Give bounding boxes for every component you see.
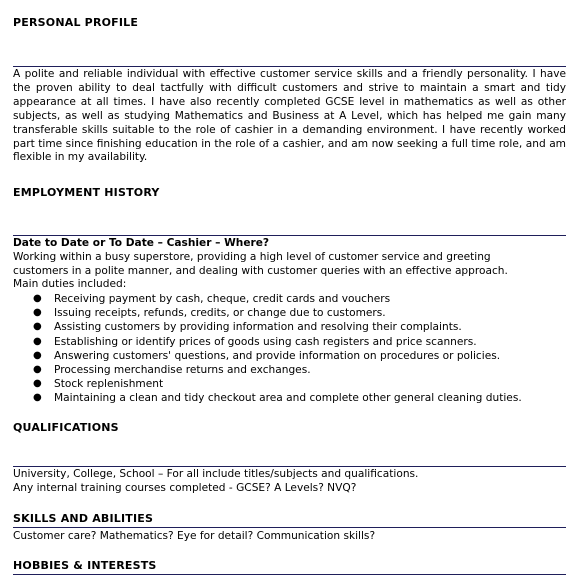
bullet-icon: ●: [33, 293, 42, 304]
list-item: ● Receiving payment by cash, cheque, credit cards and vouchers: [33, 293, 391, 305]
bullet-icon: ●: [33, 349, 42, 361]
bullet-icon: ●: [33, 335, 42, 347]
bullet-icon: ●: [33, 321, 42, 333]
employment-divider: [13, 235, 566, 236]
qualifications-heading: QUALIFICATIONS: [13, 421, 119, 434]
bullet-icon: ●: [33, 307, 42, 319]
list-item: ● Establishing or identify prices of goods using cash registers and price scanners.: [33, 335, 477, 348]
bullet-icon: ●: [33, 392, 42, 404]
list-item: ● Maintaining a clean and tidy checkout area and complete other general cleaning duties.: [33, 392, 522, 405]
skills-heading: SKILLS AND ABILITIES: [13, 512, 154, 525]
profile-text: A polite and reliable individual with effective customer service skills and a friendly personality. I have the proven ability to deal tactfully with difficult customers and strive to maintain a smart and tidy appearance at all times. I have also recently completed GCSE level in mathematics as well as other subjects, as well as studying Mathematics and Business at A Level, which has helped me gain many transferable skills suitable to the role of cashier in a demanding environment. I have recently worked part time since finishing education in the role of a cashier, and am now seeking a full time role, and am flexible in my availability.: [13, 68, 566, 164]
bullet-icon: ●: [33, 378, 42, 390]
skills-divider: [13, 527, 566, 528]
list-item: ● Answering customers' questions, and provide information on procedures or policies.: [33, 349, 501, 362]
personal-profile-heading: PERSONAL PROFILE: [13, 16, 139, 29]
qualifications-divider: [13, 466, 566, 467]
list-item: ● Processing merchandise returns and exchanges.: [33, 364, 311, 377]
job-description-line-2: customers in a polite manner, and dealing with customer queries with an effective approach.: [13, 265, 508, 277]
qualifications-line-1: University, College, School – For all include titles/subjects and qualifications.: [13, 468, 419, 480]
hobbies-heading: HOBBIES & INTERESTS: [13, 559, 157, 572]
employment-history-heading: EMPLOYMENT HISTORY: [13, 186, 160, 199]
list-item: ● Assisting customers by providing information and resolving their complaints.: [33, 321, 462, 334]
hobbies-divider: [13, 574, 566, 575]
job-description-line-1: Working within a busy superstore, providing a high level of customer service and greeting: [13, 251, 491, 263]
bullet-icon: ●: [33, 364, 42, 376]
list-item: ● Stock replenishment: [33, 378, 164, 391]
qualifications-line-2: Any internal training courses completed - GCSE? A Levels? NVQ?: [13, 482, 357, 494]
duties-list: [13, 292, 566, 406]
skills-text: Customer care? Mathematics? Eye for detail? Communication skills?: [13, 530, 376, 542]
list-item: ● Issuing receipts, refunds, credits, or change due to customers.: [33, 307, 386, 320]
duties-label: Main duties included:: [13, 278, 127, 290]
job-title: Date to Date or To Date – Cashier – Where?: [13, 237, 270, 249]
profile-divider: [13, 66, 566, 67]
